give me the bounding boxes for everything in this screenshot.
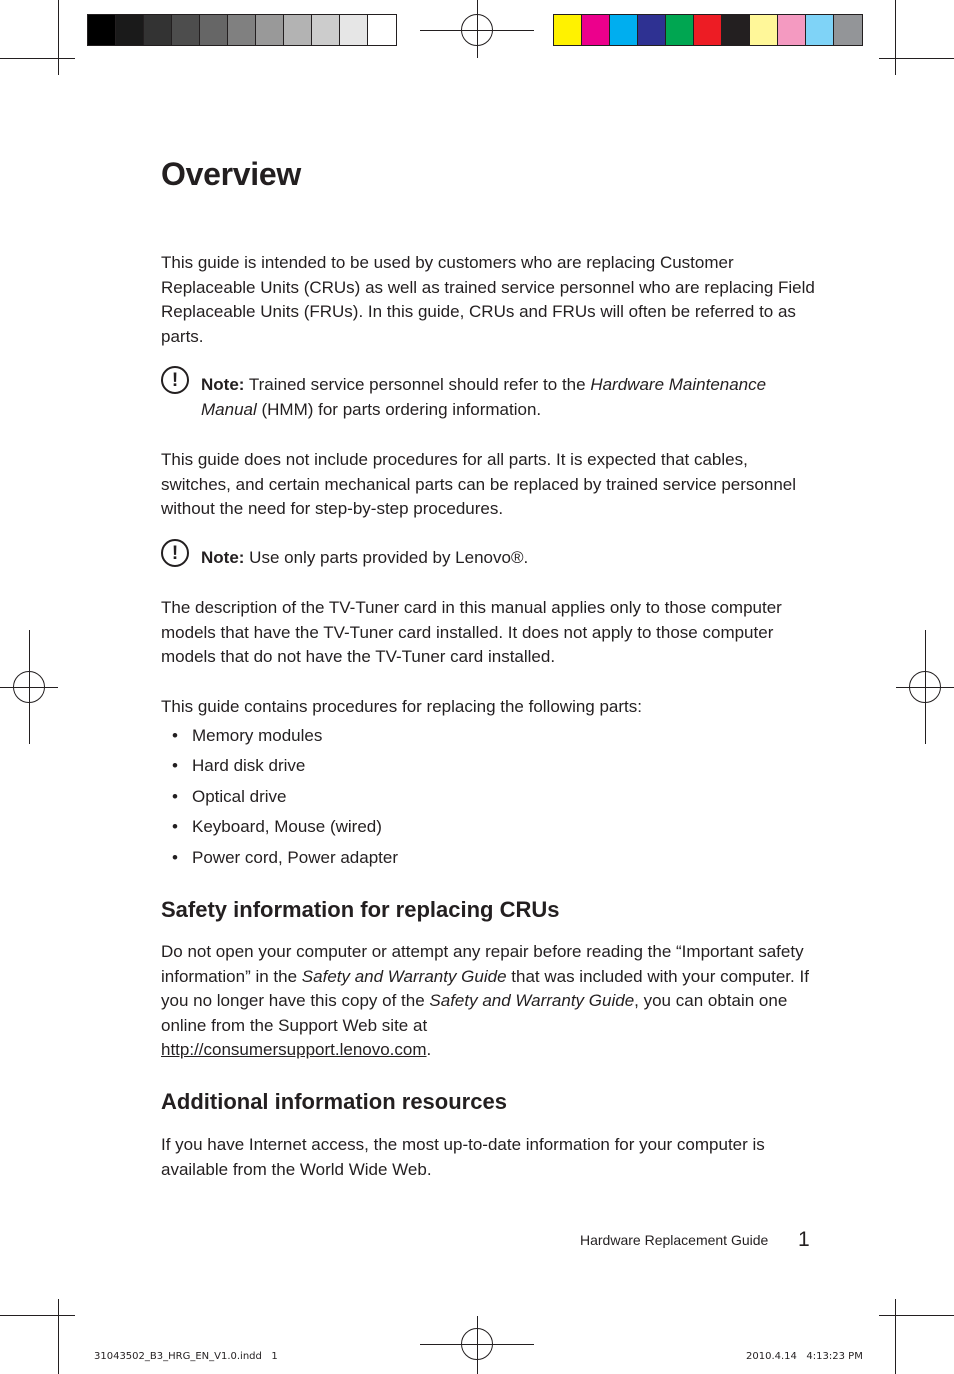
note-text — [201, 546, 801, 571]
color-swatch — [200, 15, 228, 45]
safety-emphasis-2: Safety and Warranty Guide — [429, 991, 635, 1011]
color-swatch — [228, 15, 256, 45]
list-item: • Power cord, Power adapter — [161, 846, 398, 876]
crop-mark — [0, 1315, 75, 1316]
note-body: Use only parts provided by Lenovo®. — [244, 548, 529, 567]
exclamation-icon: ! — [161, 539, 189, 567]
grayscale-bar — [87, 14, 397, 46]
color-swatch — [610, 15, 638, 45]
color-swatch — [554, 15, 582, 45]
note-text — [201, 373, 801, 422]
crop-mark — [895, 1299, 896, 1374]
parts-intro: This guide contains procedures for replacing the following parts: — [161, 697, 642, 716]
note-text-after: (HMM) for parts ordering information. — [256, 399, 542, 419]
support-link[interactable]: http://consumersupport.lenovo.com — [161, 1040, 427, 1060]
intro-paragraph: This guide is intended to be used by customers who are replacing Customer Replaceable Units (CRUs) as well as trained service personnel who are replacing Field Replaceable Units (FRUs). In this guide, CRUs and FRUs will often be referred to as parts. — [161, 253, 815, 346]
slug-filename: 31043502_B3_HRG_EN_V1.0.indd 1 — [94, 1351, 278, 1362]
note-emphasis: Hardware Maintenance Manual — [201, 375, 767, 419]
list-item: • Hard disk drive — [161, 754, 398, 784]
color-swatch — [694, 15, 722, 45]
color-swatch — [638, 15, 666, 45]
exclamation-icon: ! — [161, 366, 189, 394]
color-swatch — [834, 15, 862, 45]
color-swatch — [284, 15, 312, 45]
crop-mark — [895, 0, 896, 75]
page-title: Overview — [161, 156, 301, 192]
crop-mark — [0, 58, 75, 59]
safety-emphasis-1: Safety and Warranty Guide — [301, 966, 507, 986]
procedures-paragraph: This guide does not include procedures for all parts. It is expected that cables, switches, and certain mechanical parts can be replaced by trained service personnel without the need for step-by-step procedures. — [161, 450, 797, 519]
color-swatch — [312, 15, 340, 45]
crop-mark — [58, 0, 59, 75]
tv-tuner-paragraph: The description of the TV-Tuner card in this manual applies only to those computer models that have the TV-Tuner card installed. It does not apply to those computer models that do not have the TV-Tuner card installed. — [161, 598, 782, 667]
note-label: Note: — [201, 548, 245, 567]
footer-guide-title: Hardware Replacement Guide — [580, 1232, 769, 1248]
slug-timestamp: 2010.4.14 4:13:23 PM — [746, 1351, 863, 1362]
process-color-bar — [553, 14, 863, 46]
color-swatch — [666, 15, 694, 45]
color-swatch — [340, 15, 368, 45]
additional-heading: Additional information resources — [161, 1089, 507, 1114]
note-label: Note: — [201, 375, 245, 394]
color-swatch — [806, 15, 834, 45]
color-swatch — [368, 15, 396, 45]
crop-mark — [58, 1299, 59, 1374]
safety-paragraph — [161, 940, 821, 1063]
list-item: • Keyboard, Mouse (wired) — [161, 815, 398, 845]
note-text-before: Trained service personnel should refer to the — [244, 375, 591, 394]
safety-heading: Safety information for replacing CRUs — [161, 897, 560, 922]
color-swatch — [256, 15, 284, 45]
parts-list — [161, 724, 398, 876]
crop-mark — [879, 1315, 954, 1316]
list-item: • Memory modules — [161, 724, 398, 754]
color-swatch — [172, 15, 200, 45]
page-number: 1 — [798, 1228, 810, 1251]
color-swatch — [144, 15, 172, 45]
color-swatch — [778, 15, 806, 45]
color-swatch — [722, 15, 750, 45]
safety-text-1: Do not open your computer or attempt any repair before reading the “Important safety information” in the — [161, 942, 804, 986]
additional-paragraph: If you have Internet access, the most up-to-date information for your computer is available from the World Wide Web. — [161, 1135, 765, 1179]
list-item: • Optical drive — [161, 785, 398, 815]
safety-text-3: , you can obtain one online from the Support Web site at — [161, 991, 788, 1035]
safety-text-2: that was included with your computer. If you no longer have this copy of the — [161, 966, 809, 1011]
color-swatch — [88, 15, 116, 45]
color-swatch — [116, 15, 144, 45]
safety-text-4: . — [426, 1040, 432, 1060]
crop-mark — [879, 58, 954, 59]
color-swatch — [582, 15, 610, 45]
color-swatch — [750, 15, 778, 45]
